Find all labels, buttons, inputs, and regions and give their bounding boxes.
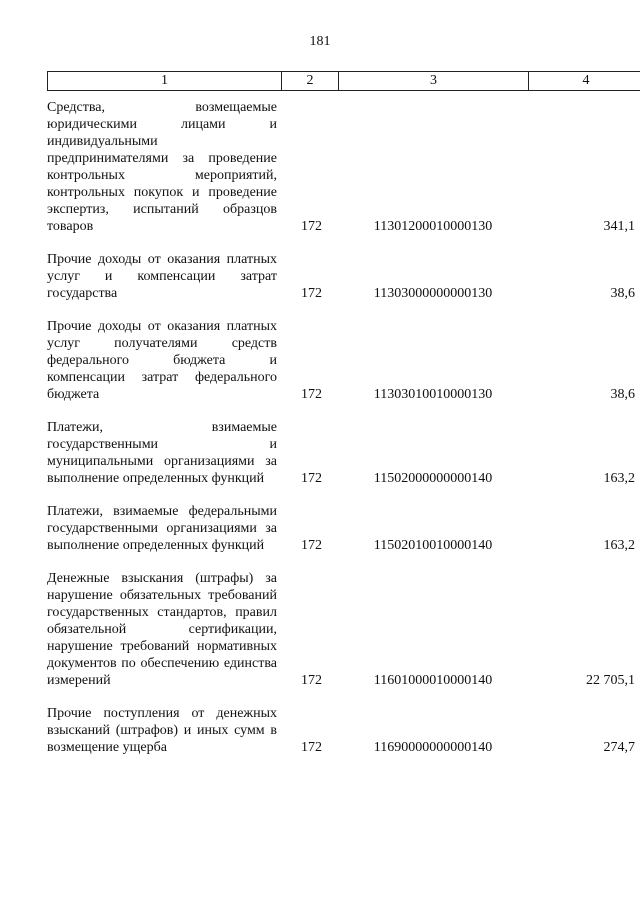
row-description: Прочие доходы от оказания платных услуг получателями средств федерального бюджета и компенсации затрат федерального бюджета xyxy=(47,319,277,402)
table-body xyxy=(47,99,640,772)
row-description: Прочие поступления от денежных взысканий (штрафов) и иных сумм в возмещение ущерба xyxy=(47,706,277,755)
header-col-1: 1 xyxy=(48,72,282,90)
row-kbk: 11690000000000140 xyxy=(373,740,493,755)
table-row xyxy=(47,503,640,554)
table-row xyxy=(47,705,640,756)
row-amount: 341,1 xyxy=(603,219,635,234)
table-row xyxy=(47,251,640,302)
row-kbk: 11303010010000130 xyxy=(373,387,493,402)
row-description: Прочие доходы от оказания платных услуг и компенсации затрат государства xyxy=(47,252,277,301)
row-amount: 38,6 xyxy=(610,387,635,402)
row-code: 172 xyxy=(301,286,322,301)
row-description: Платежи, взимаемые федеральными государственными организациями за выполнение определенных функций xyxy=(47,504,277,553)
header-col-4: 4 xyxy=(582,73,590,88)
header-col-2: 2 xyxy=(282,72,339,90)
row-code: 172 xyxy=(301,740,322,755)
table-row xyxy=(47,570,640,689)
row-amount: 22 705,1 xyxy=(586,673,635,688)
row-code: 172 xyxy=(301,538,322,553)
row-code: 172 xyxy=(301,471,322,486)
table-row xyxy=(47,318,640,403)
row-kbk: 11601000010000140 xyxy=(373,673,493,688)
row-code: 172 xyxy=(301,673,322,688)
row-amount: 163,2 xyxy=(603,471,635,486)
row-code: 172 xyxy=(301,219,322,234)
table-row xyxy=(47,419,640,487)
row-kbk: 11303000000000130 xyxy=(373,286,493,301)
row-amount: 163,2 xyxy=(603,538,635,553)
row-description: Денежные взыскания (штрафы) за нарушение обязательных требований государственных стандартов, правил обязательной сертификации, нарушение требований нормативных документов по обеспечению единства измерений xyxy=(47,571,277,688)
header-col-3: 3 xyxy=(339,72,529,90)
row-description: Средства, возмещаемые юридическими лицами и индивидуальными предпринимателями за проведение контрольных мероприятий, контрольных покупок и проведение экспертиз, испытаний образцов товаров xyxy=(47,100,277,234)
row-kbk: 11502000000000140 xyxy=(373,471,493,486)
row-kbk: 11502010010000140 xyxy=(373,538,493,553)
row-description: Платежи, взимаемые государственными и муниципальными организациями за выполнение определенных функций xyxy=(47,420,277,486)
row-kbk: 11301200010000130 xyxy=(373,219,493,234)
table-header xyxy=(47,71,640,91)
page-number: 181 xyxy=(309,34,331,49)
row-code: 172 xyxy=(301,387,322,402)
row-amount: 38,6 xyxy=(610,286,635,301)
table-row xyxy=(47,99,640,235)
row-amount: 274,7 xyxy=(603,740,635,755)
